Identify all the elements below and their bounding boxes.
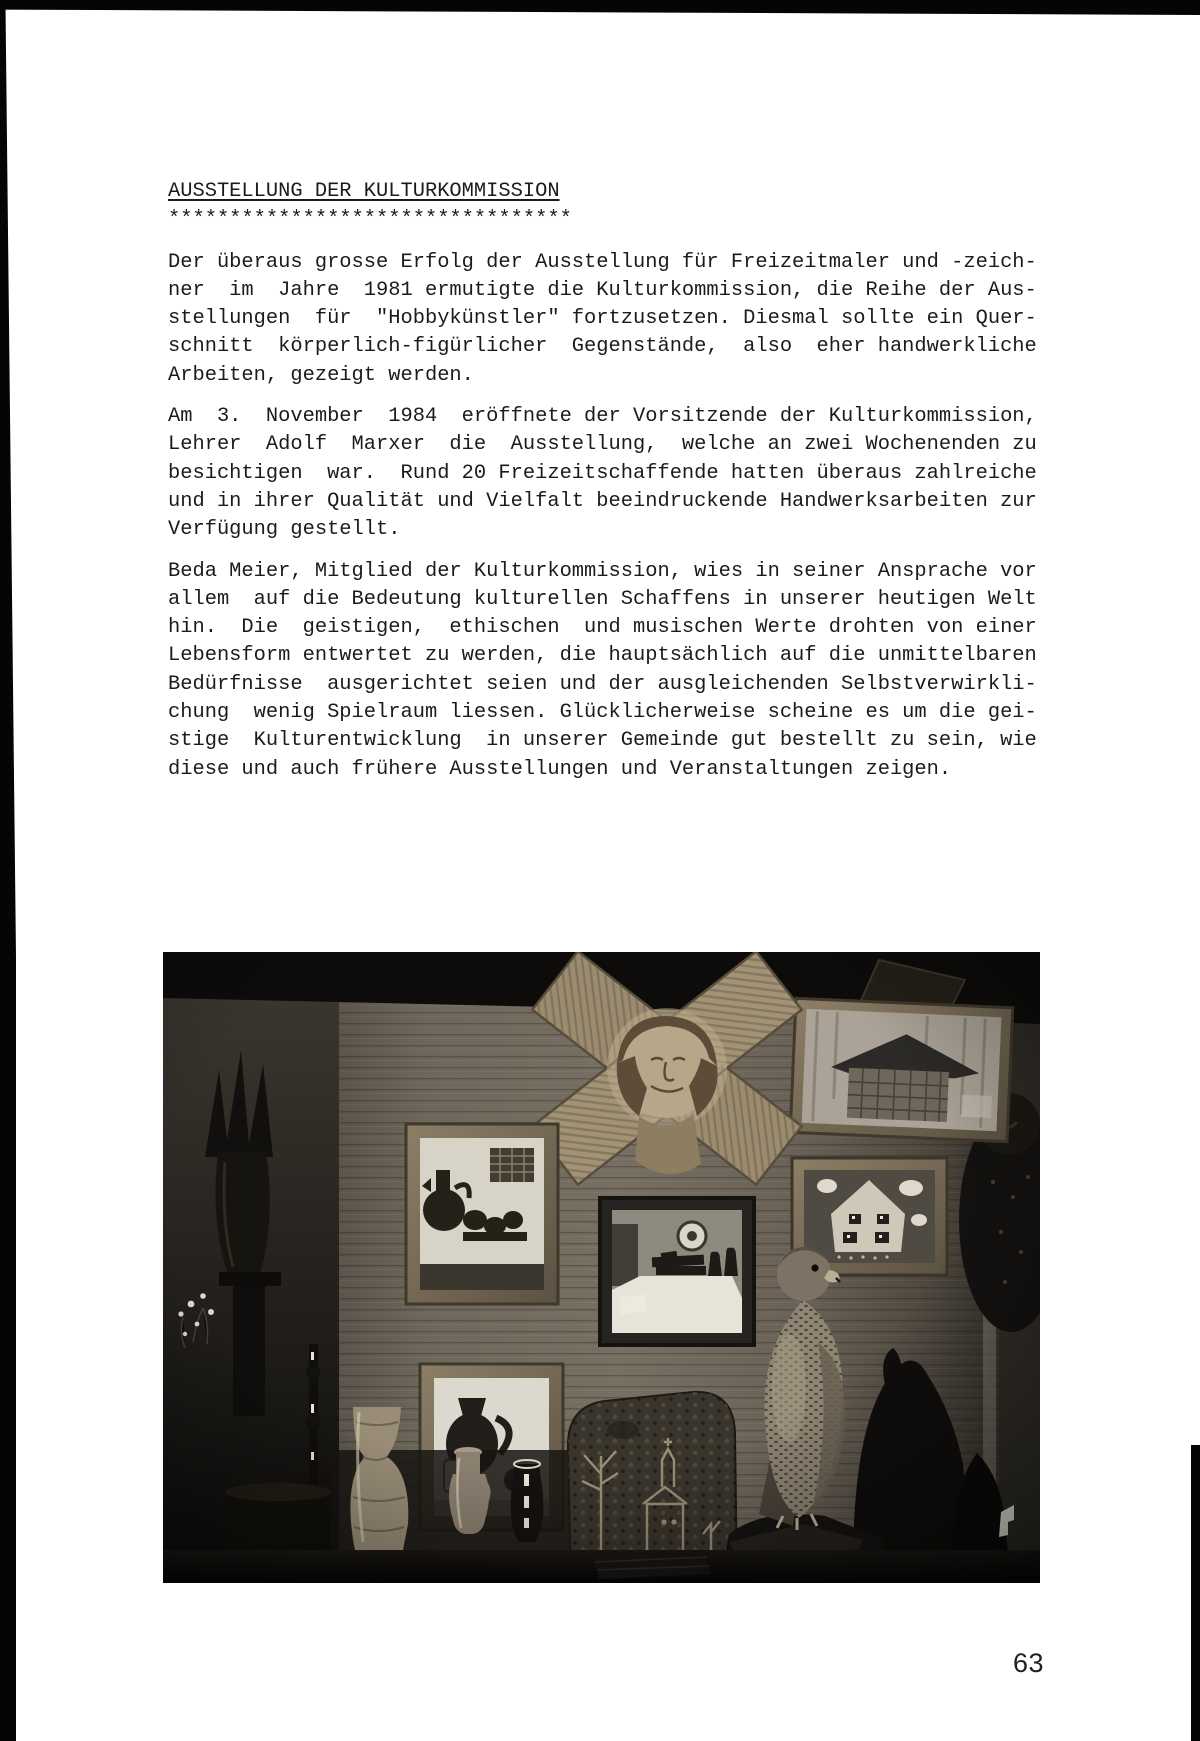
scan-border-left xyxy=(0,0,16,1741)
text-line: Lehrer Adolf Marxer die Ausstellung, welche an zwei Wochenenden zu xyxy=(168,433,1037,457)
text-line: stige Kulturentwicklung in unserer Gemeinde gut bestellt zu sein, wie xyxy=(168,729,1037,753)
text-line: besichtigen war. Rund 20 Freizeitschaffende hatten überaus zahlreiche xyxy=(168,461,1037,485)
text-line: Der überaus grosse Erfolg der Ausstellung für Freizeitmaler und -zeich- xyxy=(168,250,1037,274)
text-line: Lebensform entwertet zu werden, die hauptsächlich auf die unmittelbaren xyxy=(168,644,1037,668)
text-line: hin. Die geistigen, ethischen und musischen Werte drohten von einer xyxy=(168,616,1037,640)
paragraph-2 xyxy=(168,403,1048,544)
scan-border-top xyxy=(0,0,1200,15)
exhibition-photo xyxy=(163,952,1040,1583)
text-line: Arbeiten, gezeigt werden. xyxy=(168,363,474,387)
paragraph-1 xyxy=(168,249,1048,390)
text-line: Bedürfnisse ausgerichtet seien und der ausgleichenden Selbstverwirkli- xyxy=(168,672,1037,696)
article xyxy=(168,178,1048,784)
page-number: 63 xyxy=(1012,1648,1044,1678)
text-line: diese und auch frühere Ausstellungen und Veranstaltungen zeigen. xyxy=(168,757,952,781)
text-line: ner im Jahre 1981 ermutigte die Kulturkommission, die Reihe der Aus- xyxy=(168,278,1037,302)
paragraph-3 xyxy=(168,558,1048,784)
text-line: chung wenig Spielraum liessen. Glücklicherweise scheine es um die gei- xyxy=(168,701,1037,725)
text-line: Verfügung gestellt. xyxy=(168,518,401,542)
title-underline-stars: ********************************* xyxy=(168,208,572,232)
text-line: allem auf die Bedeutung kulturellen Schaffens in unserer heutigen Welt xyxy=(168,587,1037,611)
photo-vignette xyxy=(163,952,1040,1583)
text-line: Am 3. November 1984 eröffnete der Vorsitzende der Kulturkommission, xyxy=(168,405,1037,429)
scan-border-right xyxy=(1191,1445,1200,1741)
text-line: und in ihrer Qualität und Vielfalt beeindruckende Handwerksarbeiten zur xyxy=(168,489,1037,513)
article-title: AUSSTELLUNG DER KULTURKOMMISSION xyxy=(168,180,560,203)
text-line: stellungen für "Hobbykünstler" fortzusetzen. Diesmal sollte ein Quer- xyxy=(168,307,1037,331)
text-line: schnitt körperlich-figürlicher Gegenstände, also eher handwerkliche xyxy=(168,335,1037,359)
text-line: Beda Meier, Mitglied der Kulturkommission, wies in seiner Ansprache vor xyxy=(168,559,1037,583)
